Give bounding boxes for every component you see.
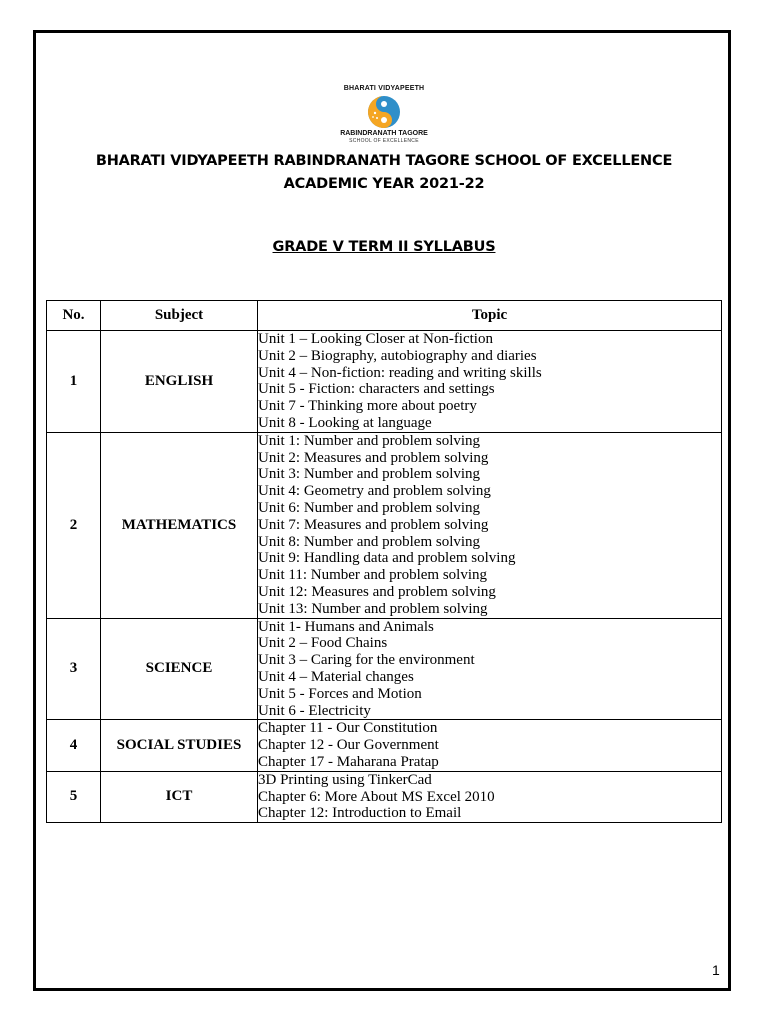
- table-row: [47, 720, 722, 771]
- row-subject: ENGLISH: [101, 331, 258, 433]
- topic-line: Unit 5 - Forces and Motion: [258, 685, 422, 702]
- syllabus-table: [46, 300, 722, 823]
- academic-year-heading: ACADEMIC YEAR 2021-22: [283, 176, 485, 192]
- topic-line: Unit 1: Number and problem solving: [258, 432, 481, 449]
- logo-sub-text: SCHOOL OF EXCELLENCE: [349, 138, 419, 144]
- topic-line: Unit 11: Number and problem solving: [258, 567, 487, 584]
- row-subject: ICT: [101, 771, 258, 822]
- table-row: [47, 432, 722, 618]
- logo-top-text: BHARATI VIDYAPEETH: [343, 85, 425, 92]
- topic-line: Unit 1 – Looking Closer at Non-fiction: [258, 331, 493, 347]
- topic-line: Unit 8 - Looking at language: [258, 414, 432, 431]
- topic-line: Unit 7: Measures and problem solving: [258, 516, 489, 533]
- topic-line: Unit 13: Number and problem solving: [258, 600, 488, 617]
- header-topic: Topic: [258, 301, 722, 331]
- topic-line: 3D Printing using TinkerCad: [258, 771, 432, 788]
- topic-line: Chapter 17 - Maharana Pratap: [258, 753, 439, 770]
- row-subject: MATHEMATICS: [101, 432, 258, 618]
- row-subject: SCIENCE: [101, 618, 258, 720]
- topic-line: Unit 4: Geometry and problem solving: [258, 483, 491, 500]
- topic-line: Unit 6 - Electricity: [258, 702, 371, 719]
- row-topics: [258, 771, 722, 822]
- topic-line: Unit 2: Measures and problem solving: [258, 449, 489, 466]
- topic-line: Chapter 6: More About MS Excel 2010: [258, 788, 495, 805]
- row-number: 5: [47, 771, 101, 822]
- topic-line: Unit 2 – Food Chains: [258, 635, 388, 652]
- row-number: 4: [47, 720, 101, 771]
- yin-yang-logo-icon: [367, 95, 401, 129]
- syllabus-title: GRADE V TERM II SYLLABUS: [272, 239, 496, 255]
- row-number: 3: [47, 618, 101, 720]
- table-row: [47, 618, 722, 720]
- row-topics: [258, 720, 722, 771]
- topic-line: Unit 6: Number and problem solving: [258, 499, 481, 516]
- topic-line: Unit 2 – Biography, autobiography and diaries: [258, 347, 537, 364]
- page-number: 1: [712, 962, 720, 978]
- table-row: [47, 331, 722, 433]
- header-no: No.: [47, 301, 101, 331]
- row-number: 1: [47, 331, 101, 433]
- row-topics: [258, 432, 722, 618]
- topic-line: Unit 4 – Material changes: [258, 668, 414, 685]
- row-subject: SOCIAL STUDIES: [101, 720, 258, 771]
- table-row: [47, 771, 722, 822]
- topic-line: Unit 7 - Thinking more about poetry: [258, 398, 477, 415]
- topic-line: Chapter 12: Introduction to Email: [258, 805, 462, 822]
- topic-line: Unit 3 – Caring for the environment: [258, 652, 475, 669]
- topic-line: Unit 8: Number and problem solving: [258, 533, 481, 550]
- topic-line: Unit 1- Humans and Animals: [258, 618, 434, 635]
- row-number: 2: [47, 432, 101, 618]
- row-topics: [258, 618, 722, 720]
- topic-line: Unit 5 - Fiction: characters and settings: [258, 381, 495, 398]
- topic-line: Unit 3: Number and problem solving: [258, 466, 481, 483]
- logo-name-text: RABINDRANATH TAGORE: [340, 130, 428, 137]
- topic-line: Unit 9: Handling data and problem solving: [258, 550, 516, 567]
- topic-line: Chapter 11 - Our Constitution: [258, 720, 438, 737]
- row-topics: [258, 331, 722, 433]
- school-logo: [0, 84, 768, 144]
- header-subject: Subject: [101, 301, 258, 331]
- topic-line: Unit 4 – Non-fiction: reading and writing skills: [258, 364, 542, 381]
- topic-line: Unit 12: Measures and problem solving: [258, 583, 496, 600]
- table-header-row: [47, 301, 722, 331]
- school-name-heading: BHARATI VIDYAPEETH RABINDRANATH TAGORE SCHOOL OF EXCELLENCE: [95, 153, 673, 169]
- topic-line: Chapter 12 - Our Government: [258, 737, 439, 754]
